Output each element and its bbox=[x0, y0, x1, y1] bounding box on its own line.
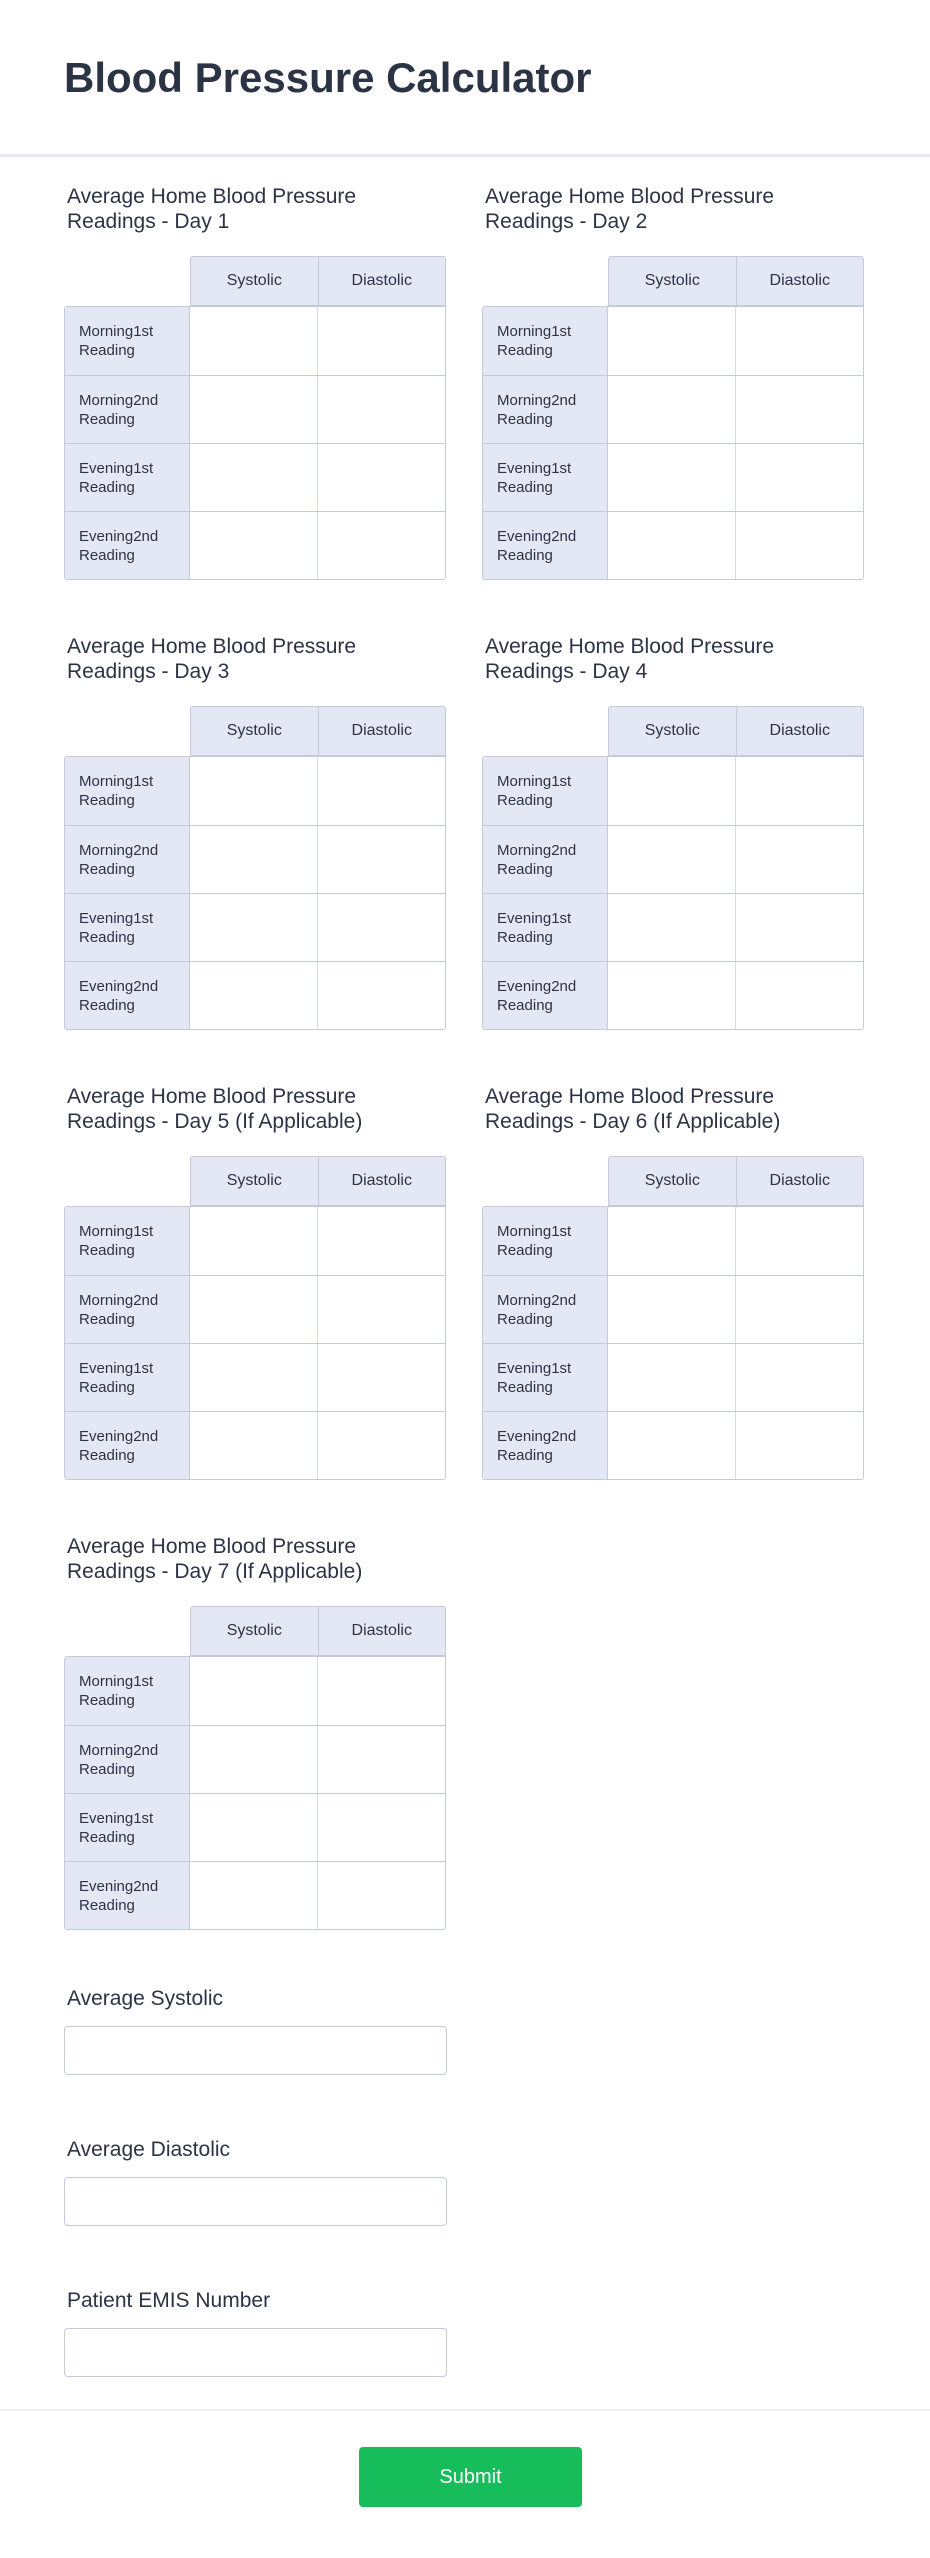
average-systolic-field bbox=[64, 1986, 447, 2011]
systolic-cell[interactable] bbox=[190, 826, 317, 893]
matrix-title: Average Home Blood Pressure Readings - Day 6 (If Applicable) bbox=[485, 1085, 781, 1133]
row-label: Morning1st Reading bbox=[65, 757, 190, 825]
submit-button[interactable]: Submit bbox=[359, 2447, 582, 2507]
diastolic-cell[interactable] bbox=[735, 1276, 863, 1343]
row-label: Morning2nd Reading bbox=[65, 826, 190, 893]
table-row bbox=[65, 375, 445, 443]
diastolic-cell[interactable] bbox=[735, 757, 863, 825]
row-label: Evening1st Reading bbox=[65, 1344, 190, 1411]
patient-emis-label: Patient EMIS Number bbox=[67, 2289, 271, 2312]
column-header-systolic: Systolic bbox=[226, 1622, 282, 1639]
patient-emis-input[interactable] bbox=[64, 2328, 447, 2377]
systolic-cell[interactable] bbox=[608, 376, 735, 443]
table-row bbox=[65, 1411, 445, 1479]
row-label: Morning1st Reading bbox=[483, 757, 608, 825]
diastolic-cell[interactable] bbox=[317, 1862, 445, 1929]
table-row bbox=[65, 511, 445, 579]
diastolic-cell[interactable] bbox=[735, 826, 863, 893]
diastolic-cell[interactable] bbox=[735, 376, 863, 443]
systolic-cell[interactable] bbox=[608, 1276, 735, 1343]
row-label: Evening2nd Reading bbox=[65, 1412, 190, 1479]
diastolic-cell[interactable] bbox=[317, 962, 445, 1029]
systolic-cell[interactable] bbox=[190, 1726, 317, 1793]
row-label: Morning1st Reading bbox=[65, 1657, 190, 1725]
systolic-cell[interactable] bbox=[190, 1794, 317, 1861]
table-row bbox=[65, 893, 445, 961]
diastolic-cell[interactable] bbox=[735, 512, 863, 579]
table-body bbox=[64, 1206, 446, 1480]
column-header-systolic: Systolic bbox=[644, 1172, 700, 1189]
patient-emis-field bbox=[64, 2288, 447, 2313]
column-header-systolic: Systolic bbox=[644, 272, 700, 289]
matrix-day-6 bbox=[482, 1084, 864, 1476]
row-label: Morning1st Reading bbox=[65, 307, 190, 375]
diastolic-cell[interactable] bbox=[317, 1794, 445, 1861]
matrix-day-7 bbox=[64, 1534, 446, 1926]
row-label: Evening1st Reading bbox=[483, 1344, 608, 1411]
column-headers bbox=[190, 1156, 446, 1206]
diastolic-cell[interactable] bbox=[735, 1207, 863, 1275]
column-header-diastolic: Diastolic bbox=[736, 1157, 864, 1205]
table-row bbox=[483, 961, 863, 1029]
column-header-systolic: Systolic bbox=[644, 722, 700, 739]
diastolic-cell[interactable] bbox=[317, 1207, 445, 1275]
page-title: Blood Pressure Calculator bbox=[64, 54, 592, 101]
diastolic-cell[interactable] bbox=[735, 1412, 863, 1479]
systolic-cell[interactable] bbox=[608, 1344, 735, 1411]
column-headers bbox=[608, 256, 864, 306]
row-label: Morning2nd Reading bbox=[65, 376, 190, 443]
row-label: Evening2nd Reading bbox=[65, 512, 190, 579]
table-row bbox=[65, 307, 445, 375]
systolic-cell[interactable] bbox=[190, 894, 317, 961]
row-label: Evening2nd Reading bbox=[483, 1412, 608, 1479]
systolic-cell[interactable] bbox=[608, 962, 735, 1029]
row-label: Morning1st Reading bbox=[65, 1207, 190, 1275]
diastolic-cell[interactable] bbox=[735, 894, 863, 961]
diastolic-cell[interactable] bbox=[317, 307, 445, 375]
table-body bbox=[482, 306, 864, 580]
row-label: Evening1st Reading bbox=[65, 444, 190, 511]
systolic-cell[interactable] bbox=[190, 1276, 317, 1343]
systolic-cell[interactable] bbox=[608, 307, 735, 375]
form-footer bbox=[0, 2409, 930, 2558]
row-label: Evening1st Reading bbox=[483, 444, 608, 511]
form-header bbox=[0, 0, 930, 157]
row-label: Evening1st Reading bbox=[65, 894, 190, 961]
diastolic-cell[interactable] bbox=[317, 894, 445, 961]
table-row bbox=[483, 375, 863, 443]
diastolic-cell[interactable] bbox=[317, 826, 445, 893]
column-header-systolic: Systolic bbox=[226, 1172, 282, 1189]
average-diastolic-label: Average Diastolic bbox=[67, 2138, 231, 2161]
column-headers bbox=[190, 1606, 446, 1656]
row-label: Evening1st Reading bbox=[65, 1794, 190, 1861]
diastolic-cell[interactable] bbox=[317, 444, 445, 511]
average-systolic-label: Average Systolic bbox=[67, 1987, 224, 2010]
column-headers bbox=[190, 256, 446, 306]
row-label: Evening1st Reading bbox=[483, 894, 608, 961]
table-row bbox=[65, 1207, 445, 1275]
diastolic-cell[interactable] bbox=[317, 376, 445, 443]
row-label: Morning2nd Reading bbox=[483, 376, 608, 443]
systolic-cell[interactable] bbox=[190, 376, 317, 443]
row-label: Evening2nd Reading bbox=[483, 512, 608, 579]
column-header-diastolic: Diastolic bbox=[736, 257, 864, 305]
systolic-cell[interactable] bbox=[608, 1412, 735, 1479]
row-label: Evening2nd Reading bbox=[483, 962, 608, 1029]
systolic-cell[interactable] bbox=[190, 512, 317, 579]
row-label: Morning2nd Reading bbox=[65, 1726, 190, 1793]
systolic-cell[interactable] bbox=[190, 1344, 317, 1411]
row-label: Evening2nd Reading bbox=[65, 962, 190, 1029]
systolic-cell[interactable] bbox=[608, 444, 735, 511]
column-headers bbox=[608, 1156, 864, 1206]
systolic-cell[interactable] bbox=[608, 1207, 735, 1275]
systolic-cell[interactable] bbox=[608, 894, 735, 961]
systolic-cell[interactable] bbox=[190, 962, 317, 1029]
row-label: Morning2nd Reading bbox=[483, 1276, 608, 1343]
diastolic-cell[interactable] bbox=[317, 512, 445, 579]
row-label: Morning2nd Reading bbox=[65, 1276, 190, 1343]
column-header-systolic: Systolic bbox=[226, 272, 282, 289]
row-label: Morning1st Reading bbox=[483, 307, 608, 375]
table-row bbox=[483, 307, 863, 375]
systolic-cell[interactable] bbox=[190, 1862, 317, 1929]
diastolic-cell[interactable] bbox=[317, 1726, 445, 1793]
diastolic-cell[interactable] bbox=[317, 1412, 445, 1479]
table-row bbox=[483, 1343, 863, 1411]
table-row bbox=[483, 1275, 863, 1343]
table-row bbox=[65, 1657, 445, 1725]
matrix-title: Average Home Blood Pressure Readings - Day 2 bbox=[485, 185, 775, 233]
table-row bbox=[483, 1207, 863, 1275]
matrix-title: Average Home Blood Pressure Readings - Day 3 bbox=[67, 635, 357, 683]
average-diastolic-field bbox=[64, 2137, 447, 2162]
diastolic-cell[interactable] bbox=[317, 1344, 445, 1411]
matrix-title: Average Home Blood Pressure Readings - Day 5 (If Applicable) bbox=[67, 1085, 363, 1133]
table-row bbox=[65, 1861, 445, 1929]
diastolic-cell[interactable] bbox=[735, 962, 863, 1029]
matrix-day-3 bbox=[64, 634, 446, 1026]
table-row bbox=[483, 825, 863, 893]
systolic-cell[interactable] bbox=[190, 1412, 317, 1479]
table-row bbox=[65, 757, 445, 825]
row-label: Evening2nd Reading bbox=[65, 1862, 190, 1929]
table-row bbox=[65, 1343, 445, 1411]
matrix-day-5 bbox=[64, 1084, 446, 1476]
column-headers bbox=[190, 706, 446, 756]
table-row bbox=[483, 511, 863, 579]
row-label: Morning1st Reading bbox=[483, 1207, 608, 1275]
table-row bbox=[65, 825, 445, 893]
matrix-day-2 bbox=[482, 184, 864, 576]
average-diastolic-input[interactable] bbox=[64, 2177, 447, 2226]
matrix-title: Average Home Blood Pressure Readings - Day 4 bbox=[485, 635, 775, 683]
table-row bbox=[65, 961, 445, 1029]
matrix-title: Average Home Blood Pressure Readings - Day 1 bbox=[67, 185, 357, 233]
systolic-cell[interactable] bbox=[190, 1207, 317, 1275]
column-header-diastolic: Diastolic bbox=[318, 1607, 446, 1655]
column-header-diastolic: Diastolic bbox=[318, 257, 446, 305]
table-row bbox=[65, 1725, 445, 1793]
table-row bbox=[483, 443, 863, 511]
matrix-day-1 bbox=[64, 184, 446, 576]
diastolic-cell[interactable] bbox=[735, 307, 863, 375]
table-body bbox=[64, 1656, 446, 1930]
table-row bbox=[483, 757, 863, 825]
column-header-diastolic: Diastolic bbox=[736, 707, 864, 755]
systolic-cell[interactable] bbox=[190, 444, 317, 511]
column-headers bbox=[608, 706, 864, 756]
systolic-cell[interactable] bbox=[608, 512, 735, 579]
average-systolic-input[interactable] bbox=[64, 2026, 447, 2075]
table-row bbox=[483, 893, 863, 961]
matrix-title: Average Home Blood Pressure Readings - Day 7 (If Applicable) bbox=[67, 1535, 363, 1583]
column-header-systolic: Systolic bbox=[226, 722, 282, 739]
diastolic-cell[interactable] bbox=[317, 1657, 445, 1725]
table-row bbox=[483, 1411, 863, 1479]
column-header-diastolic: Diastolic bbox=[318, 1157, 446, 1205]
systolic-cell[interactable] bbox=[608, 757, 735, 825]
row-label: Morning2nd Reading bbox=[483, 826, 608, 893]
table-body bbox=[482, 756, 864, 1030]
diastolic-cell[interactable] bbox=[317, 757, 445, 825]
column-header-diastolic: Diastolic bbox=[318, 707, 446, 755]
systolic-cell[interactable] bbox=[190, 757, 317, 825]
table-body bbox=[64, 306, 446, 580]
table-body bbox=[482, 1206, 864, 1480]
diastolic-cell[interactable] bbox=[317, 1276, 445, 1343]
table-row bbox=[65, 443, 445, 511]
table-row bbox=[65, 1793, 445, 1861]
table-row bbox=[65, 1275, 445, 1343]
table-body bbox=[64, 756, 446, 1030]
systolic-cell[interactable] bbox=[190, 1657, 317, 1725]
systolic-cell[interactable] bbox=[608, 826, 735, 893]
diastolic-cell[interactable] bbox=[735, 1344, 863, 1411]
systolic-cell[interactable] bbox=[190, 307, 317, 375]
matrix-day-4 bbox=[482, 634, 864, 1026]
diastolic-cell[interactable] bbox=[735, 444, 863, 511]
